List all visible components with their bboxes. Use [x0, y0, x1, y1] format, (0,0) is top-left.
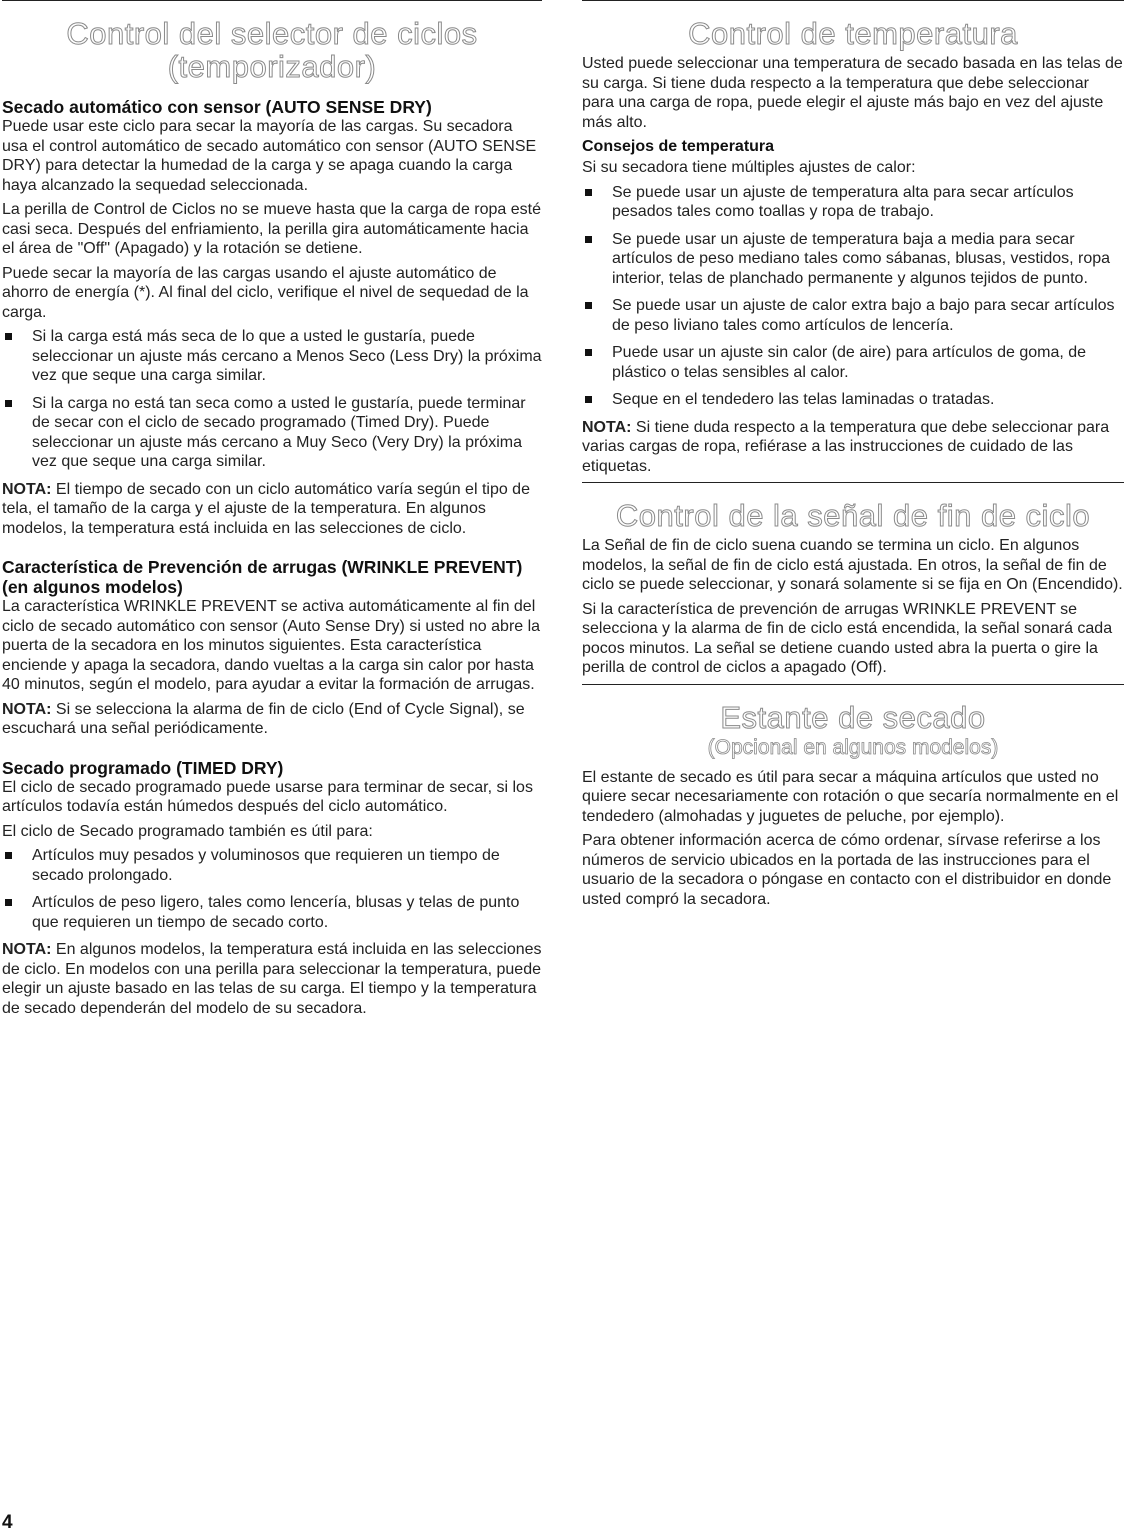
bullet-square-icon [5, 852, 12, 859]
temperature-tips-heading: Consejos de temperatura [582, 138, 775, 155]
timed-dry-bullets [2, 846, 542, 932]
auto-sense-dry-paragraph-3: Puede secar la mayoría de las cargas usando el ajuste automático de ahorro de energía (*). Al final del ciclo, verifique el nivel de sequedad de la carga. [2, 264, 529, 321]
wrinkle-prevent-heading: Característica de Prevención de arrugas (WRINKLE PREVENT) (en algunos modelos) [2, 557, 523, 597]
rack-paragraph-2: Para obtener información acerca de cómo ordenar, sírvase referirse a los números de servicio ubicados en la portada de las instrucciones para el usuario de la secadora o póngase en contacto con el distribuidor en donde usted compró la secadora. [582, 832, 1112, 908]
list-item-text: Se puede usar un ajuste de temperatura baja a media para secar artículos de peso mediano tales como sábanas, blusas, vestidos, ropa interior, telas de planchado permanente y algunos tejidos de punto. [612, 230, 1111, 287]
right-column [582, 0, 1124, 914]
end-of-cycle-signal-section [582, 536, 1124, 678]
list-item-text: Si la carga está más seca de lo que a usted le gustaría, puede seleccionar un ajuste más cercano a Menos Seco (Less Dry) la próxima vez que seque una carga similar. [32, 328, 542, 384]
auto-sense-dry-bullets [2, 327, 542, 472]
timed-dry-paragraph-2: El ciclo de Secado programado también es útil para: [2, 822, 373, 840]
note-label: NOTA: [2, 941, 52, 958]
page-number: 4 [2, 1512, 13, 1533]
bullet-square-icon [585, 349, 592, 356]
wrinkle-prevent-paragraph-1: La característica WRINKLE PREVENT se activa automáticamente al fin del ciclo de secado automático con sensor (Auto Sense Dry) si usted no abre la puerta de la secadora en los minutos siguientes. Esta característica enciende y apaga la secadora, dando vueltas a la carga sin calor por hasta 40 minutos, según el modelo, para ayudar a evitar la formación de arrugas. [2, 598, 541, 693]
bullet-square-icon [585, 302, 592, 309]
timed-dry-section [2, 758, 542, 1019]
auto-sense-dry-heading: Secado automático con sensor (AUTO SENSE DRY) [2, 97, 432, 117]
note-text: El tiempo de secado con un ciclo automático varía según el tipo de tela, el tamaño de la carga y el ajuste de la temperatura. En algunos modelos, la temperatura está incluida en las selecciones de ciclo. [2, 480, 530, 537]
list-item [2, 846, 542, 885]
list-item [2, 893, 542, 932]
bullet-square-icon [5, 400, 12, 407]
list-item-text: Artículos muy pesados y voluminosos que requieren un tiempo de secado prolongado. [32, 847, 500, 884]
temperature-paragraph-2: Si su secadora tiene múltiples ajustes de calor: [582, 159, 916, 176]
temperature-control-section [582, 54, 1124, 476]
signal-paragraph-1: La Señal de fin de ciclo suena cuando se termina un ciclo. En algunos modelos, la señal de fin de ciclo está ajustada. En otros, la señal de fin de ciclo se puede seleccionar, y sonará solamente si se fija en On (Encendido). [582, 537, 1123, 593]
bullet-square-icon [585, 236, 592, 243]
drying-rack-subtitle: (Opcional en algunos modelos) [707, 735, 999, 759]
list-item [2, 327, 542, 386]
temperature-note [582, 418, 1124, 477]
bullet-square-icon [5, 899, 12, 906]
bullet-square-icon [5, 333, 12, 340]
list-item [582, 230, 1124, 289]
cycle-selector-title-line1: Control del selector de ciclos [66, 16, 478, 51]
end-of-cycle-signal-title: Control de la señal de fin de ciclo [615, 498, 1091, 533]
note-label: NOTA: [582, 418, 632, 436]
signal-paragraph-2: Si la característica de prevención de arrugas WRINKLE PREVENT se selecciona y la alarma de fin de ciclo está encendida, la señal sonará cada pocos minutos. La señal se detiene cuando usted abra la puerta o gire la perilla de control de ciclos a apagado (Off). [582, 600, 1113, 676]
timed-dry-note [2, 940, 542, 1018]
list-item [582, 390, 1124, 410]
list-item-text: Seque en el tendedero las telas laminadas o tratadas. [612, 391, 995, 408]
auto-sense-dry-note [2, 480, 542, 539]
note-label: NOTA: [2, 700, 52, 718]
auto-sense-dry-section [2, 97, 542, 538]
note-label: NOTA: [2, 480, 52, 498]
bullet-square-icon [585, 396, 592, 403]
wrinkle-prevent-section [2, 557, 542, 739]
list-item-text: Se puede usar un ajuste de calor extra bajo a bajo para secar artículos de peso liviano tales como artículos de lencería. [612, 297, 1115, 334]
drying-rack-title: Estante de secado [720, 699, 986, 735]
list-item [582, 296, 1124, 335]
rack-paragraph-1: El estante de secado es útil para secar a máquina artículos que usted no quiere secar necesariamente con rotación o que secaría normalmente en el tendedero (almohadas y juguetes de peluche, por ejemplo). [582, 768, 1119, 825]
list-item-text: Artículos de peso ligero, tales como lencería, blusas y telas de punto que requieren un tiempo de secado corto. [32, 894, 520, 931]
wrinkle-prevent-note [2, 700, 542, 739]
note-text: Si se selecciona la alarma de fin de ciclo (End of Cycle Signal), se escuchará una señal periódicamente. [2, 700, 525, 737]
list-item [582, 183, 1124, 222]
list-item [582, 343, 1124, 382]
auto-sense-dry-paragraph-2: La perilla de Control de Ciclos no se mueve hasta que la carga de ropa esté casi seca. Después del enfriamiento, la perilla gira automáticamente hacia el área de "Off" (Apagado) y la rotación se detiene. [2, 201, 541, 257]
temperature-paragraph-1: Usted puede seleccionar una temperatura de secado basada en las telas de su carga. Si tiene duda respecto a la temperatura que debe seleccionar para una carga de ropa, puede elegir el ajuste más bajo en vez del ajuste más alto. [582, 55, 1123, 131]
bullet-square-icon [585, 189, 592, 196]
drying-rack-section [582, 768, 1124, 910]
cycle-selector-title-line2: (temporizador) [167, 49, 377, 84]
temperature-bullets [582, 183, 1124, 410]
list-item-text: Se puede usar un ajuste de temperatura alta para secar artículos pesados tales como toallas y ropa de trabajo. [612, 183, 1074, 220]
note-text: Si tiene duda respecto a la temperatura que debe seleccionar para varias cargas de ropa, refiérase a las instrucciones de cuidado de las etiquetas. [582, 418, 1110, 475]
list-item-text: Puede usar un ajuste sin calor (de aire) para artículos de goma, de plástico o telas sensibles al calor. [612, 344, 1087, 381]
auto-sense-dry-paragraph-1: Puede usar este ciclo para secar la mayoría de las cargas. Su secadora usa el control automático de secado automático con sensor (AUTO SENSE DRY) para detectar la humedad de la carga y se apaga cuando la carga haya alcanzado la sequedad seleccionada. [2, 118, 537, 194]
list-item [2, 394, 542, 472]
temperature-control-title: Control de temperatura [688, 16, 1018, 51]
timed-dry-paragraph-1: El ciclo de secado programado puede usarse para terminar de secar, si los artículos todavía están húmedos después del ciclo automático. [2, 778, 533, 815]
list-item-text: Si la carga no está tan seca como a usted le gustaría, puede terminar de secar con el ciclo de secado programado (Timed Dry). Puede seleccionar un ajuste más cercano a Muy Seco (Very Dry) la próxima vez que seque una carga similar. [32, 394, 526, 470]
left-column [2, 0, 542, 1023]
timed-dry-heading: Secado programado (TIMED DRY) [2, 757, 284, 778]
note-text: En algunos modelos, la temperatura está incluida en las selecciones de ciclo. En modelos con una perilla para seleccionar la temperatura, puede elegir un ajuste basado en las telas de su carga. El tiempo y la temperatura de secado dependerán del modelo de su secadora. [2, 941, 542, 1017]
